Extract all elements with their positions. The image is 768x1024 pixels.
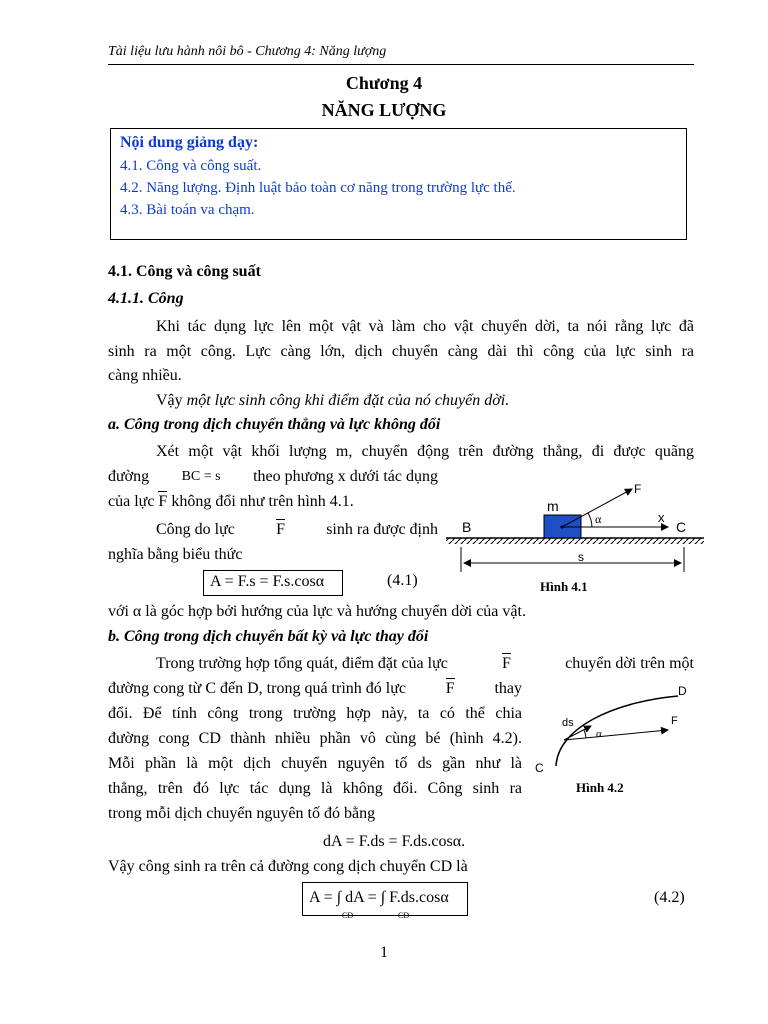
part-a-line-2-a: đường [108,468,150,485]
part-a-line-1: Xét một vật khối lượng m, chuyển động trên đường thẳng, đi được quãng [156,443,694,460]
definition-prefix: Vậy [156,392,187,409]
equation-number-4-1: (4.1) [387,572,418,589]
label-c: C [676,519,687,535]
part-b-line-2-c: thay [494,680,522,697]
section-4-1-1-heading: 4.1.1. Công [108,290,184,307]
intro-line-1: Khi tác dụng lực lên một vật và làm cho vật chuyển dời, ta nói rằng lực đã [156,318,694,335]
part-b-line-1-a: Trong trường hợp tổng quát, điểm đặt của lực [156,655,448,672]
part-a-line-3-c: không đổi như trên hình 4.1. [171,493,354,510]
angle-arc-2 [584,730,586,738]
force-vector-symbol: F [502,652,511,676]
header-divider [108,64,694,65]
label-b: B [462,519,472,535]
label-d: D [678,684,687,698]
work-definition [156,389,509,413]
label-c2: C [535,761,544,775]
formula-da: dA = F.ds = F.ds.cosα. [323,833,466,850]
label-alpha: α [595,512,602,526]
part-b-line-1-c: chuyển dời trên một [565,655,694,672]
label-s: s [578,550,584,564]
contents-title: Nội dung giảng dạy: [120,134,259,151]
formula-4-2: A = ∫ dA = ∫ F.ds.cosα [302,882,468,916]
intro-line-2: sinh ra một công. Lực càng lớn, dịch chuyển càng dài thì công của lực sinh ra [108,343,694,360]
part-a-line-2-c: theo phương x dưới tác dụng [253,468,438,485]
part-b-line-3: đổi. Để tính công trong trường hợp này, ta có thể chia [108,705,522,722]
label-ds: ds [562,717,574,729]
figure-4-1-caption: Hình 4.1 [540,579,588,594]
page-number: 1 [380,944,388,961]
label-alpha-2: α [596,728,602,740]
angle-arc [588,513,592,527]
bc-equals-s: BC = s [181,469,221,484]
part-a-line-4 [156,518,438,542]
part-b-line-2-a: đường cong từ C đến D, trong quá trình đó lực [108,680,406,697]
definition-text: một lực sinh công khi điểm đặt của nó chuyển dời. [186,392,510,409]
part-b-line-2 [108,677,522,701]
part-a-line-4-c: sinh ra được định [326,521,438,538]
part-b-line-5: Mỗi phần là một dịch chuyển nguyên tố ds gần như là [108,755,522,772]
contents-item-2: 4.2. Năng lượng. Định luật bảo toàn cơ năng trong trường lực thế. [120,180,516,196]
part-a-heading: a. Công trong dịch chuyển thẳng và lực không đổi [108,416,441,433]
part-a-line-5: nghĩa bằng biểu thức [108,546,243,563]
teaching-contents-box [110,128,687,240]
part-b-line-8: Vậy công sinh ra trên cả đường cong dịch chuyển CD là [108,858,468,875]
label-f: F [634,482,642,496]
chapter-label: Chương 4 [345,73,423,93]
part-b-line-7: trong mỗi dịch chuyển nguyên tố đó bằng [108,805,376,822]
ground-hatching [446,538,704,544]
equation-number-4-2: (4.2) [654,889,685,906]
part-b-line-1 [156,652,694,676]
chapter-title: NĂNG LƯỢNG [321,100,447,120]
section-4-1-heading: 4.1. Công và công suất [108,263,261,280]
integral-subscript-1: CD [342,911,354,920]
label-m: m [547,498,559,514]
formula-4-1: A = F.s = F.s.cosα [203,570,343,596]
part-a-after-formula: với α là góc hợp bởi hướng của lực và hướng chuyển dời của vật. [108,603,526,620]
part-b-heading: b. Công trong dịch chuyển bất kỳ và lực thay đổi [108,628,429,645]
part-a-line-2 [108,465,438,489]
part-a-line-3-a: của lực [108,493,155,510]
force-vector-symbol: F [446,677,455,701]
label-f2: F [671,715,678,727]
force-vector-symbol: F [276,518,285,542]
contents-item-3: 4.3. Bài toán va chạm. [120,202,255,218]
part-a-line-3 [108,490,354,514]
figure-4-2-caption: Hình 4.2 [576,780,624,795]
running-header: Tài liệu lưu hành nôi bô - Chương 4: Năng lượng [108,44,387,59]
contents-item-1: 4.1. Công và công suất. [120,158,262,174]
intro-line-3: càng nhiều. [108,367,182,384]
label-x: x [658,510,665,525]
part-a-line-4-a: Công do lực [156,521,235,538]
integral-subscript-2: CD [398,911,410,920]
figure-4-1 [440,475,710,605]
force-vector-symbol: F [158,490,167,514]
part-b-line-4: đường cong CD thành nhiều phần vô cùng bé (hình 4.2). [108,730,522,747]
figure-4-2 [528,680,708,800]
part-b-line-6: thẳng, trên đó lực tác dụng là không đổi. Công sinh ra [108,780,522,797]
